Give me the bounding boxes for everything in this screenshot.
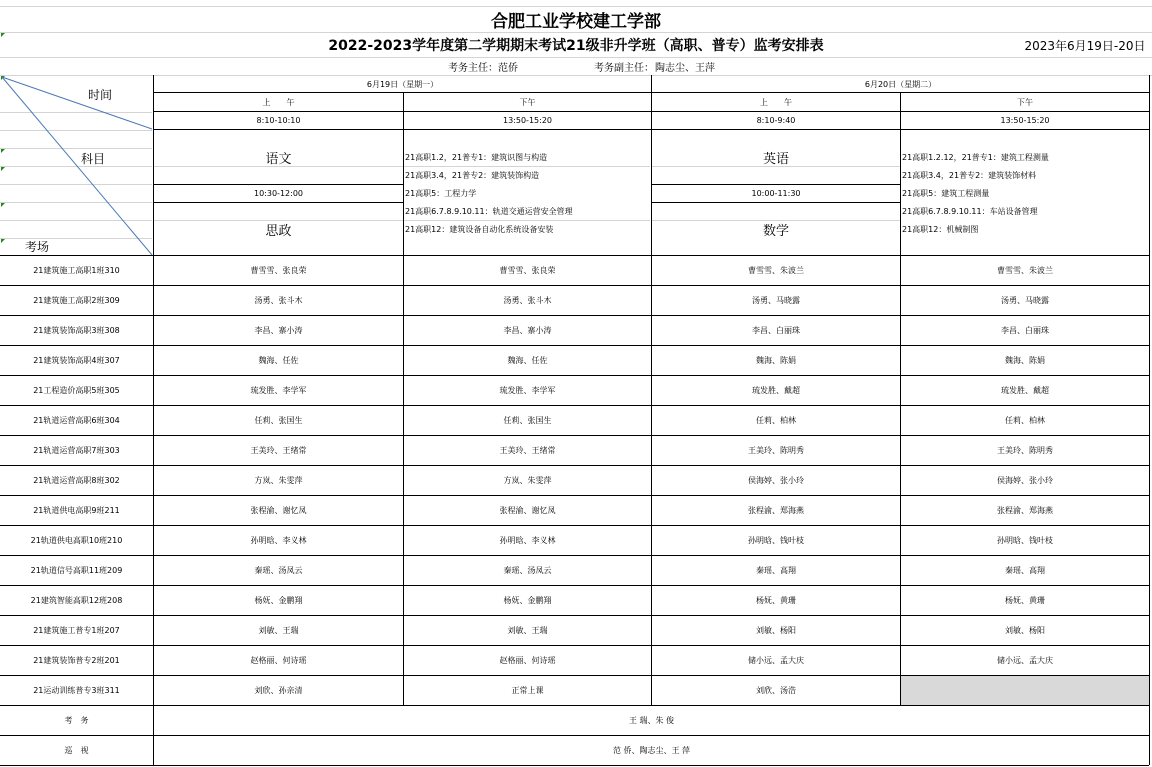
day1-am-label: 上 午	[262, 97, 295, 107]
proctor-cell: 刘欣、汤浩	[756, 686, 796, 695]
proctor-cell: 任莉、张国生	[254, 416, 303, 425]
room-name: 21建筑施工高职1班310	[33, 266, 120, 275]
day2-pm-subject: 21高职6.7.8.9.10.11：车站设备管理	[902, 207, 1038, 216]
proctor-cell: 汤勇、张斗木	[254, 296, 303, 305]
room-name: 21运动训练普专3班311	[33, 686, 120, 695]
proctor-cell: 刘敏、杨阳	[756, 626, 796, 635]
proctor-cell: 杨妩、金鹏翔	[254, 596, 303, 605]
footer-label-patrol: 巡 视	[64, 746, 89, 755]
proctor-cell: 孙明晗、李义林	[250, 536, 307, 545]
proctor-cell: 孙明晗、钱叶枝	[997, 536, 1053, 545]
room-name: 21轨道运营高职6班304	[33, 416, 120, 425]
room-name: 21轨道运营高职8班302	[33, 476, 120, 485]
proctor-cell: 王美玲、王绪常	[499, 446, 556, 455]
deputy-label: 考务副主任：	[594, 63, 654, 74]
proctor-cell	[901, 676, 1149, 705]
proctor-cell: 张程渝、谢忆凤	[499, 506, 556, 515]
chief-name: 范侨	[498, 63, 518, 74]
proctor-cell: 魏海、陈娟	[1005, 356, 1045, 365]
proctor-cell: 魏海、任佐	[258, 356, 299, 365]
day2-am-time1: 8:10-9:40	[756, 116, 796, 125]
room-name: 21工程造价高职5班305	[33, 386, 120, 395]
day2-am-subject2: 数学	[762, 223, 789, 239]
day2-pm-subject: 21高职5：建筑工程测量	[902, 189, 990, 198]
proctor-cell: 侯海婷、张小玲	[997, 476, 1053, 485]
day1-pm-subject: 21高职1.2，21普专1：建筑识图与构造	[405, 153, 548, 162]
proctor-cell: 李昌、寨小涛	[254, 326, 303, 335]
proctor-cell: 正常上课	[511, 686, 544, 695]
proctor-cell: 魏海、陈娟	[756, 356, 796, 365]
day1-pm-label: 下午	[519, 97, 536, 107]
footer-value-affairs: 王 瑞、朱 俊	[628, 716, 675, 725]
room-name: 21轨道供电高职10班210	[30, 536, 123, 545]
proctor-cell: 王美玲、陈明秀	[748, 446, 804, 455]
proctor-cell: 琉发胜、李学军	[499, 386, 556, 395]
proctor-cell: 琉发胜、戴超	[752, 386, 800, 395]
proctor-cell: 任莉、张国生	[503, 416, 552, 425]
proctor-cell: 方岚、朱雯萍	[254, 476, 303, 485]
day2-pm-time: 13:50-15:20	[1000, 116, 1050, 125]
room-name: 21轨道供电高职9班211	[33, 506, 120, 515]
proctor-cell: 张程渝、谢忆凤	[250, 506, 307, 515]
day2-pm-subject: 21高职12：机械制图	[902, 225, 979, 234]
proctor-cell: 李昌、寨小涛	[503, 326, 552, 335]
proctor-cell: 琉发胜、李学军	[250, 386, 307, 395]
proctor-cell: 曹雪雪、朱波兰	[748, 266, 804, 275]
proctor-cell: 王美玲、陈明秀	[997, 446, 1053, 455]
day2-pm-subject: 21高职1.2.12，21普专1：建筑工程测量	[902, 153, 1049, 162]
proctor-cell: 刘敏、王瑞	[258, 626, 299, 635]
proctor-cell: 孙明晗、李义林	[499, 536, 556, 545]
proctor-cell: 秦瑶、高翔	[756, 566, 796, 575]
room-name: 21轨道运营高职7班303	[33, 446, 120, 455]
proctor-cell: 杨妩、金鹏翔	[503, 596, 552, 605]
proctor-cell: 刘敏、杨阳	[1005, 626, 1045, 635]
day1-pm-subject: 21高职5：工程力学	[405, 189, 477, 198]
proctor-cell: 杨妩、黄珊	[1005, 596, 1045, 605]
day1-am-time1: 8:10-10:10	[256, 116, 301, 125]
proctor-cell: 汤勇、马晓露	[752, 296, 800, 305]
date-range: 2023年6月19日-20日	[1024, 38, 1146, 53]
proctor-cell: 赵格丽、何诗瑶	[499, 656, 556, 665]
proctor-cell: 储小远、孟大庆	[748, 656, 804, 665]
day1-pm-subject: 21高职12：建筑设备自动化系统设备安装	[405, 225, 554, 234]
day1-am-subject2: 思政	[265, 223, 292, 239]
room-name: 21建筑装饰普专2班201	[33, 656, 120, 665]
room-name: 21建筑智能高职12班208	[30, 596, 123, 605]
proctor-cell: 刘欣、孙亲清	[254, 686, 303, 695]
room-name: 21轨道信号高职11班209	[30, 566, 123, 575]
chief-label: 考务主任：	[448, 63, 498, 74]
proctor-cell: 李昌、白丽珠	[1001, 326, 1049, 335]
proctor-cell: 杨妩、黄珊	[756, 596, 796, 605]
deputy-names: 陶志尘、王萍	[655, 63, 715, 74]
proctor-cell: 刘敏、王瑞	[507, 626, 548, 635]
proctor-cell: 秦瑶、汤凤云	[503, 566, 552, 575]
proctor-cell: 曹雪雪、朱波兰	[997, 266, 1053, 275]
day1-am-subject1: 语文	[265, 151, 292, 167]
day2-label: 6月20日（星期二）	[864, 79, 937, 89]
proctor-cell: 秦瑶、汤凤云	[254, 566, 303, 575]
day2-am-label: 上 午	[760, 97, 792, 107]
day2-pm-subject: 21高职3.4，21普专2：建筑装饰材料	[902, 171, 1037, 180]
proctor-cell: 赵格丽、何诗瑶	[250, 656, 307, 665]
room-name: 21建筑装饰高职4班307	[33, 356, 120, 365]
room-name: 21建筑装饰高职3班308	[33, 326, 120, 335]
corner-subject-label: 科目	[80, 151, 105, 166]
proctor-cell: 曹雪雪、张良荣	[250, 266, 307, 275]
proctor-cell: 方岚、朱雯萍	[503, 476, 552, 485]
proctor-cell: 曹雪雪、张良荣	[499, 266, 556, 275]
corner-time-label: 时间	[87, 87, 112, 102]
day2-am-time2: 10:00-11:30	[751, 189, 801, 198]
proctor-cell: 汤勇、张斗木	[503, 296, 552, 305]
proctor-cell: 张程渝、郑海燕	[997, 506, 1053, 515]
proctor-cell: 汤勇、马晓露	[1001, 296, 1049, 305]
org-title: 合肥工业学校建工学部	[491, 11, 661, 31]
room-name: 21建筑施工高职2班309	[33, 296, 120, 305]
page-title: 2022-2023学年度第二学期期末考试21级非升学班（高职、普专）监考安排表	[328, 38, 824, 54]
proctor-cell: 魏海、任佐	[507, 356, 548, 365]
day1-label: 6月19日（星期一）	[366, 79, 439, 89]
room-name: 21建筑施工普专1班207	[33, 626, 120, 635]
footer-value-patrol: 范 侨、陶志尘、王 萍	[612, 746, 691, 755]
corner-room-label: 考场	[24, 239, 49, 254]
proctor-cell: 琉发胜、戴超	[1001, 386, 1049, 395]
day1-pm-time: 13:50-15:20	[503, 116, 552, 125]
proctor-cell: 李昌、白丽珠	[752, 326, 800, 335]
proctor-cell: 孙明晗、钱叶枝	[748, 536, 804, 545]
day1-pm-subject: 21高职6.7.8.9.10.11：轨道交通运营安全管理	[405, 207, 573, 216]
day2-am-subject1: 英语	[762, 151, 789, 167]
proctor-cell: 张程渝、郑海燕	[748, 506, 804, 515]
day1-am-time2: 10:30-12:00	[254, 189, 303, 198]
footer-label-affairs: 考 务	[64, 716, 89, 725]
proctor-cell: 侯海婷、张小玲	[748, 476, 804, 485]
day2-pm-label: 下午	[1017, 97, 1033, 107]
proctor-cell: 储小远、孟大庆	[997, 656, 1053, 665]
proctor-cell: 秦瑶、高翔	[1005, 566, 1045, 575]
proctor-cell: 任莉、柏林	[1005, 416, 1045, 425]
day1-pm-subject: 21高职3.4，21普专2：建筑装饰构造	[405, 171, 540, 180]
proctor-cell: 任莉、柏林	[756, 416, 796, 425]
proctor-cell: 王美玲、王绪常	[250, 446, 307, 455]
